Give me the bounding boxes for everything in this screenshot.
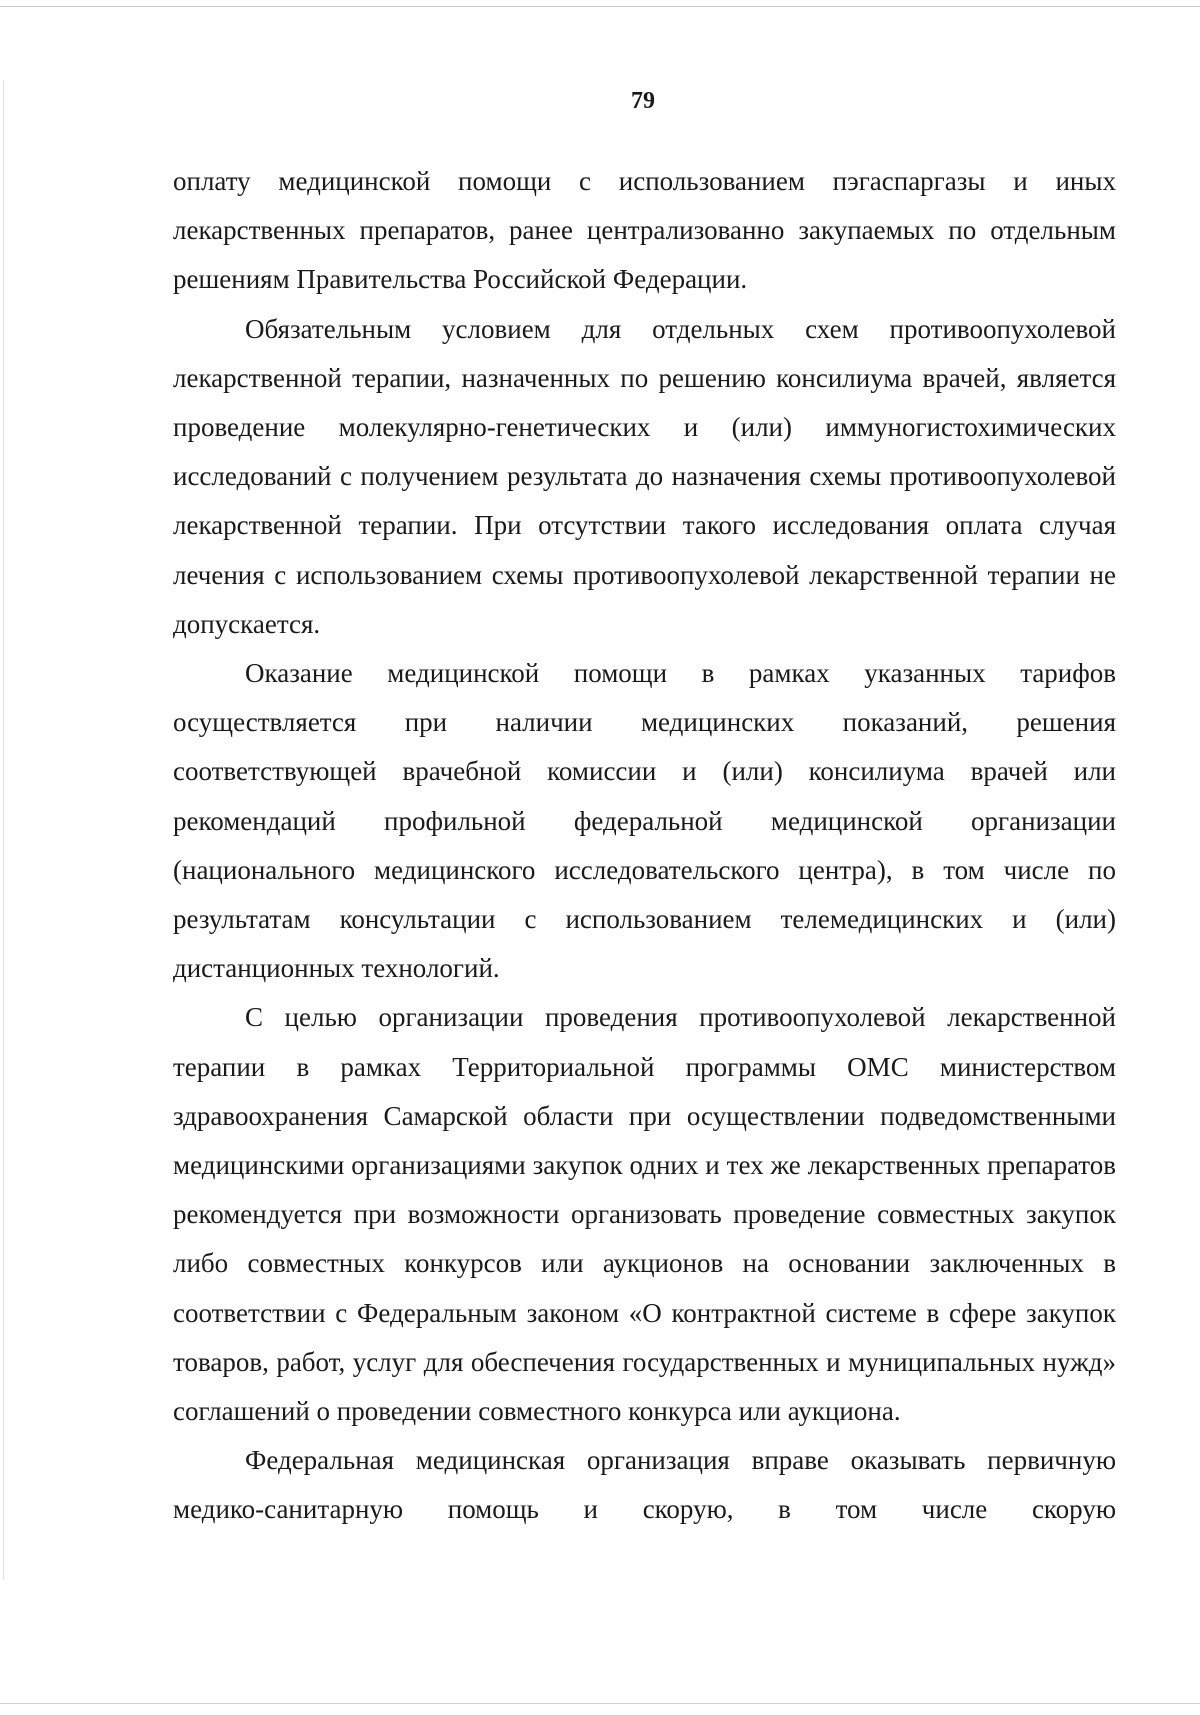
paragraph-federal-organization: Федеральная медицинская организация вправе оказывать первичную медико-санитарную помощь и скорую, в том числе скорую (173, 1445, 1116, 1525)
body-text (173, 157, 1116, 1535)
paragraph-mandatory-condition: Обязательным условием для отдельных схем противоопухолевой лекарственной терапии, назначенных по решению консилиума врачей, является проведение молекулярно-генетических и (или) иммуногистохимических исследований с получением результата до назначения схемы противоопухолевой лекарственной терапии. При отсутствии такого исследования оплата случая лечения с использованием схемы противоопухолевой лекарственной терапии не допускается. (173, 313, 1116, 639)
paragraph-continuation: оплату медицинской помощи с использованием пэгаспаргазы и иных лекарственных препаратов, ранее централизованно закупаемых по отдельным решениям Правительства Российской Федерации. (173, 166, 1116, 295)
scan-edge-top (0, 6, 1200, 7)
page-number: 79 (631, 88, 655, 114)
paragraph-provision-of-care: Оказание медицинской помощи в рамках указанных тарифов осуществляется при наличии медицинских показаний, решения соответствующей врачебной комиссии и (или) консилиума врачей или рекомендаций профильной федеральной медицинской организации (национального медицинского исследовательского центра), в том числе по результатам консультации с использованием телемедицинских и (или) дистанционных технологий. (173, 658, 1116, 984)
paragraph-joint-procurement: С целью организации проведения противоопухолевой лекарственной терапии в рамках Территориальной программы ОМС министерством здравоохранения Самарской области при осуществлении подведомственными медицинскими организациями закупок одних и тех же лекарственных препаратов рекомендуется при возможности организовать проведение совместных закупок либо совместных конкурсов или аукционов на основании заключенных в соответствии с Федеральным законом «О контрактной системе в сфере закупок товаров, работ, услуг для обеспечения государственных и муниципальных нужд» соглашений о проведении совместного конкурса или аукциона. (173, 1002, 1116, 1427)
scan-edge-bottom (0, 1703, 1200, 1704)
scan-edge-left (3, 80, 4, 1580)
